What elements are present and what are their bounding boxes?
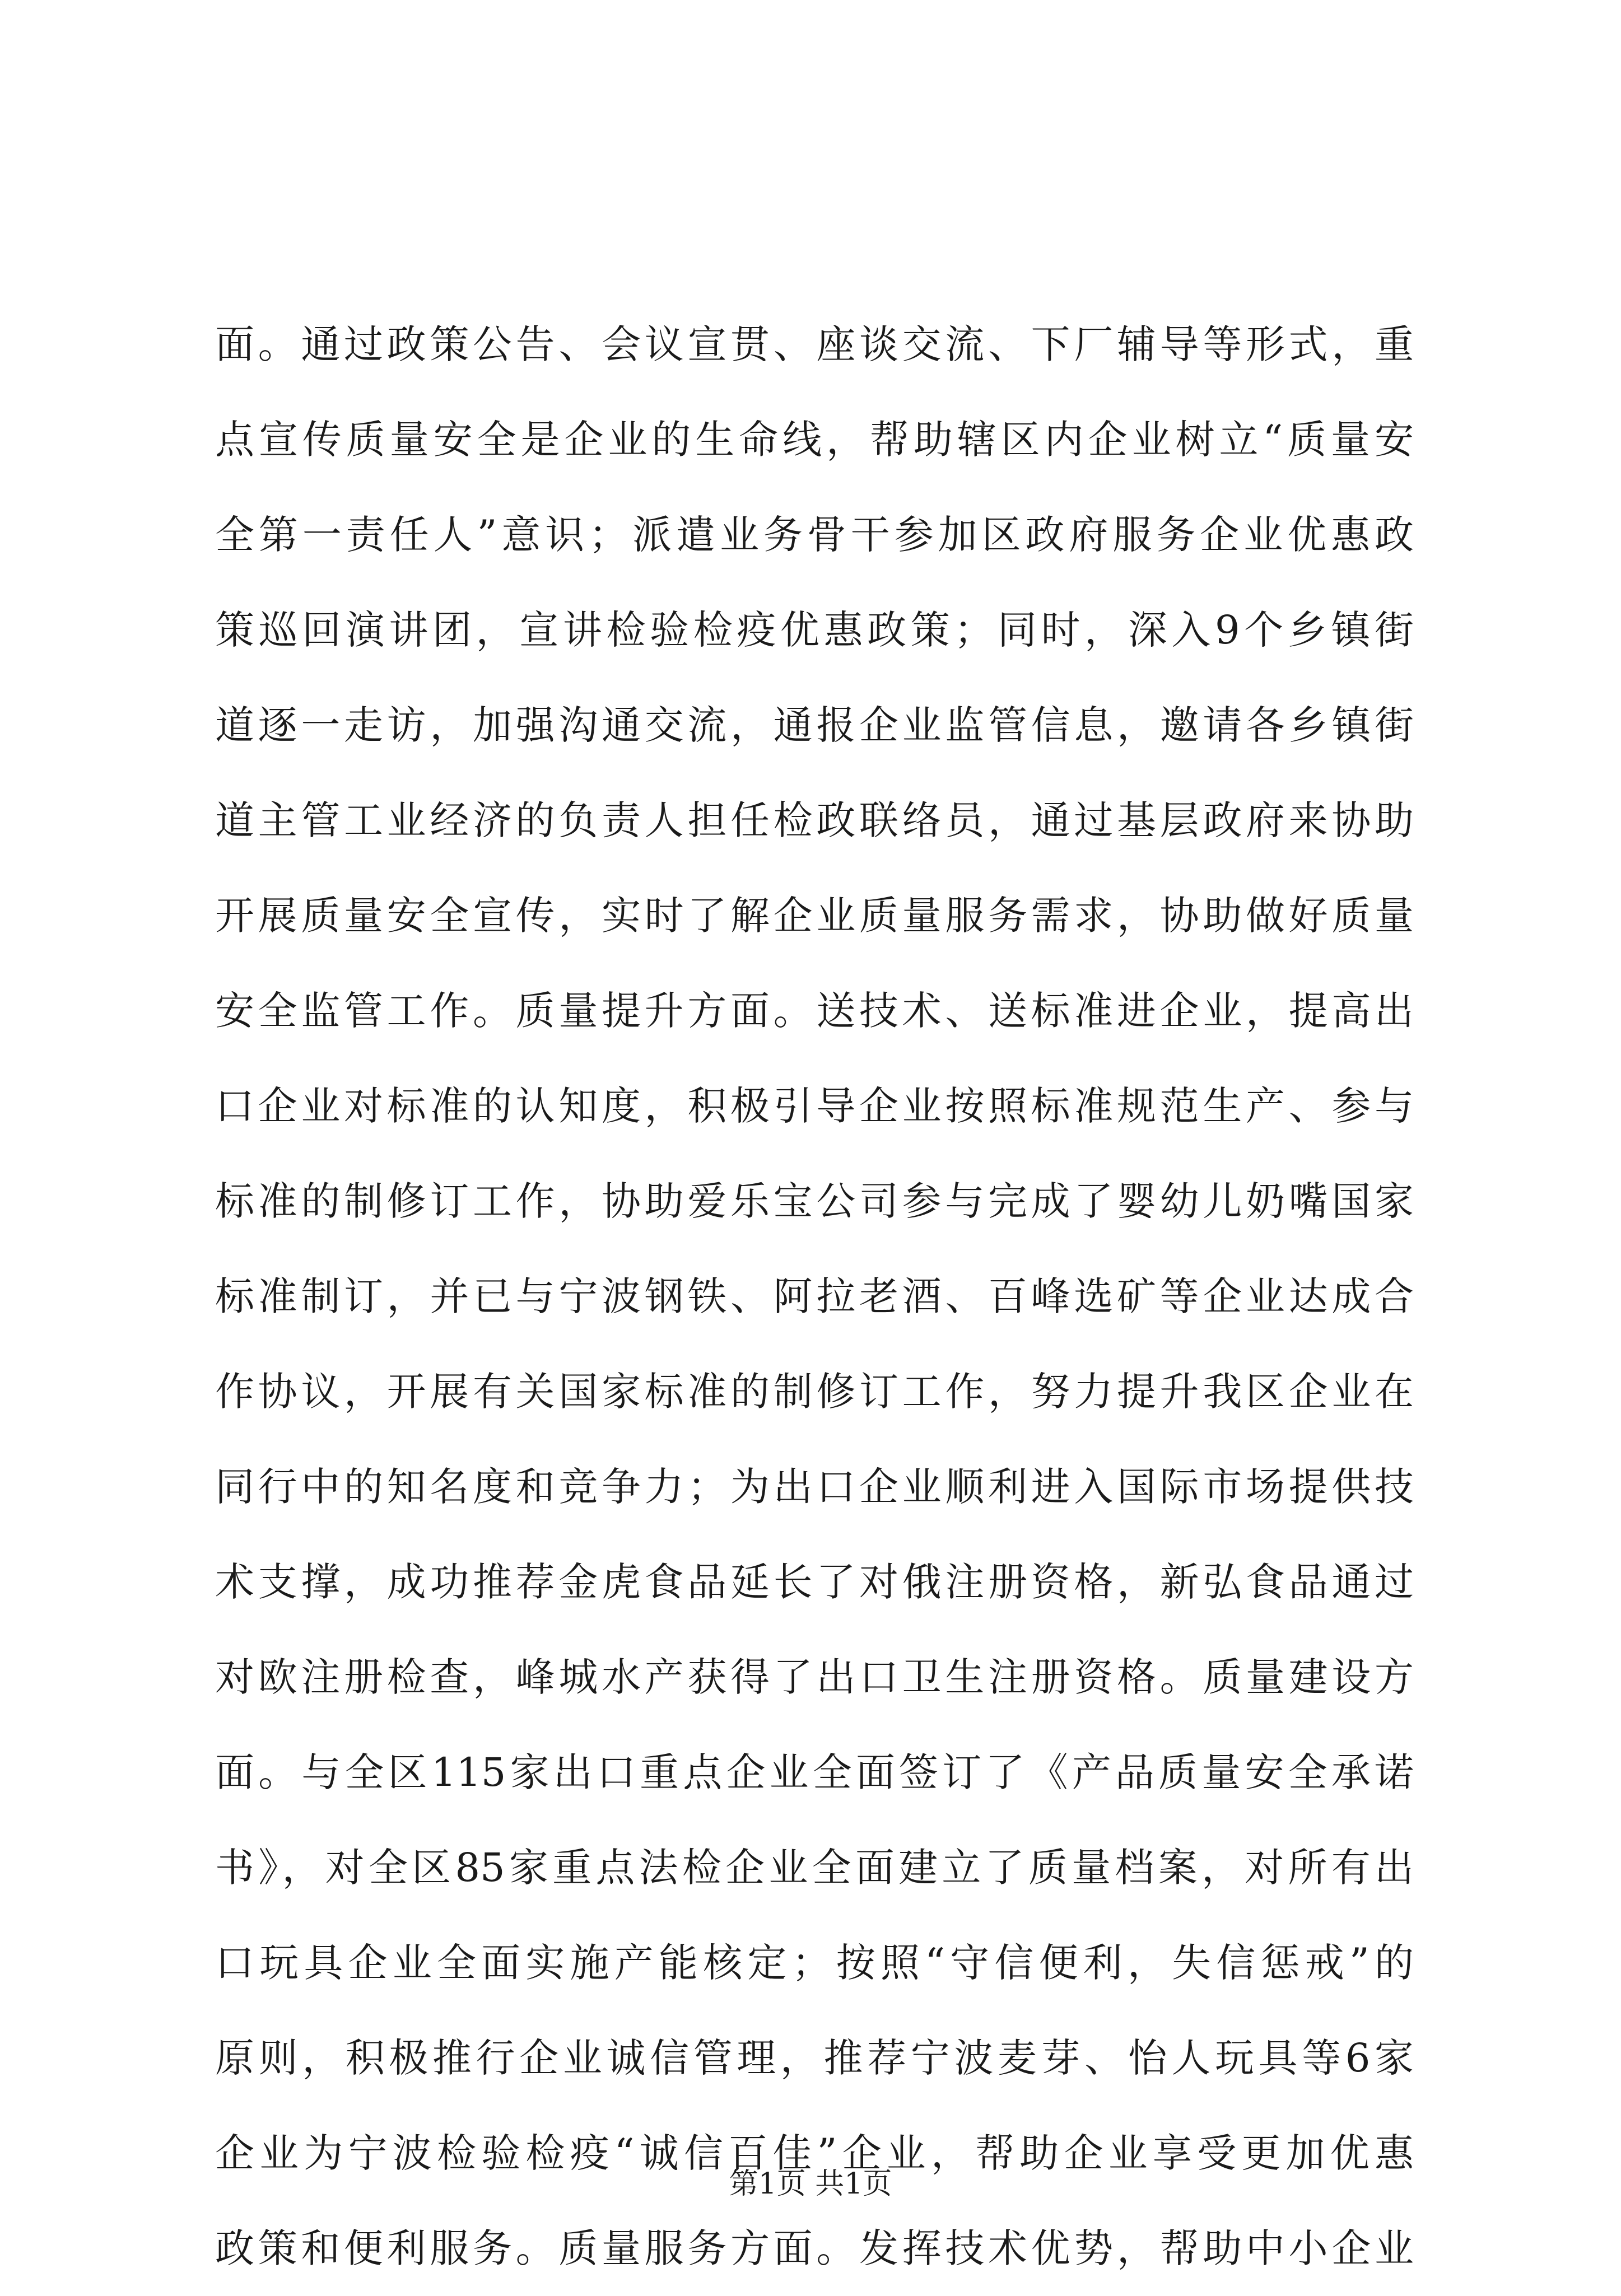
text-line: 对欧注册检查，峰城水产获得了出口卫生注册资格。质量建设方 (215, 1654, 1414, 1700)
text-line: 同行中的知名度和竞争力；为出口企业顺利进入国际市场提供技 (215, 1464, 1414, 1510)
text-line: 术支撑，成功推荐金虎食品延长了对俄注册资格，新弘食品通过 (215, 1559, 1414, 1605)
text-line: 面。与全区115家出口重点企业全面签订了《产品质量安全承诺 (215, 1749, 1414, 1795)
text-line: 原则，积极推行企业诚信管理，推荐宁波麦芽、怡人玩具等6家 (215, 2035, 1414, 2081)
text-line: 书》，对全区85家重点法检企业全面建立了质量档案，对所有出 (215, 1845, 1414, 1891)
text-line: 政策和便利服务。质量服务方面。发挥技术优势，帮助中小企业 (215, 2225, 1414, 2271)
text-line: 道主管工业经济的负责人担任检政联络员，通过基层政府来协助 (215, 797, 1414, 843)
page-footer: 第1页 共1页 (729, 2167, 892, 2201)
text-line: 安全监管工作。质量提升方面。送技术、送标准进企业，提高出 (215, 988, 1414, 1034)
text-line: 策巡回演讲团，宣讲检验检疫优惠政策；同时，深入9个乡镇街 (215, 607, 1414, 653)
text-line: 点宣传质量安全是企业的生命线，帮助辖区内企业树立“质量安 (215, 417, 1414, 463)
text-line: 口玩具企业全面实施产能核定；按照“守信便利，失信惩戒”的 (215, 1940, 1414, 1986)
text-line: 标准的制修订工作，协助爱乐宝公司参与完成了婴幼儿奶嘴国家 (215, 1178, 1414, 1224)
text-line: 企业为宁波检验检疫“诚信百佳”企业，帮助企业享受更加优惠 (215, 2130, 1414, 2176)
text-line: 面。通过政策公告、会议宣贯、座谈交流、下厂辅导等形式，重 (215, 321, 1414, 367)
text-line: 作协议，开展有关国家标准的制修订工作，努力提升我区企业在 (215, 1369, 1414, 1415)
text-line: 标准制订，并已与宁波钢铁、阿拉老酒、百峰选矿等企业达成合 (215, 1273, 1414, 1319)
text-line: 口企业对标准的认知度，积极引导企业按照标准规范生产、参与 (215, 1083, 1414, 1129)
text-line: 开展质量安全宣传，实时了解企业质量服务需求，协助做好质量 (215, 893, 1414, 939)
text-line: 道逐一走访，加强沟通交流，通报企业监管信息，邀请各乡镇街 (215, 702, 1414, 748)
body-text (215, 297, 1414, 2296)
text-line: 全第一责任人”意识；派遣业务骨干参加区政府服务企业优惠政 (215, 512, 1414, 558)
